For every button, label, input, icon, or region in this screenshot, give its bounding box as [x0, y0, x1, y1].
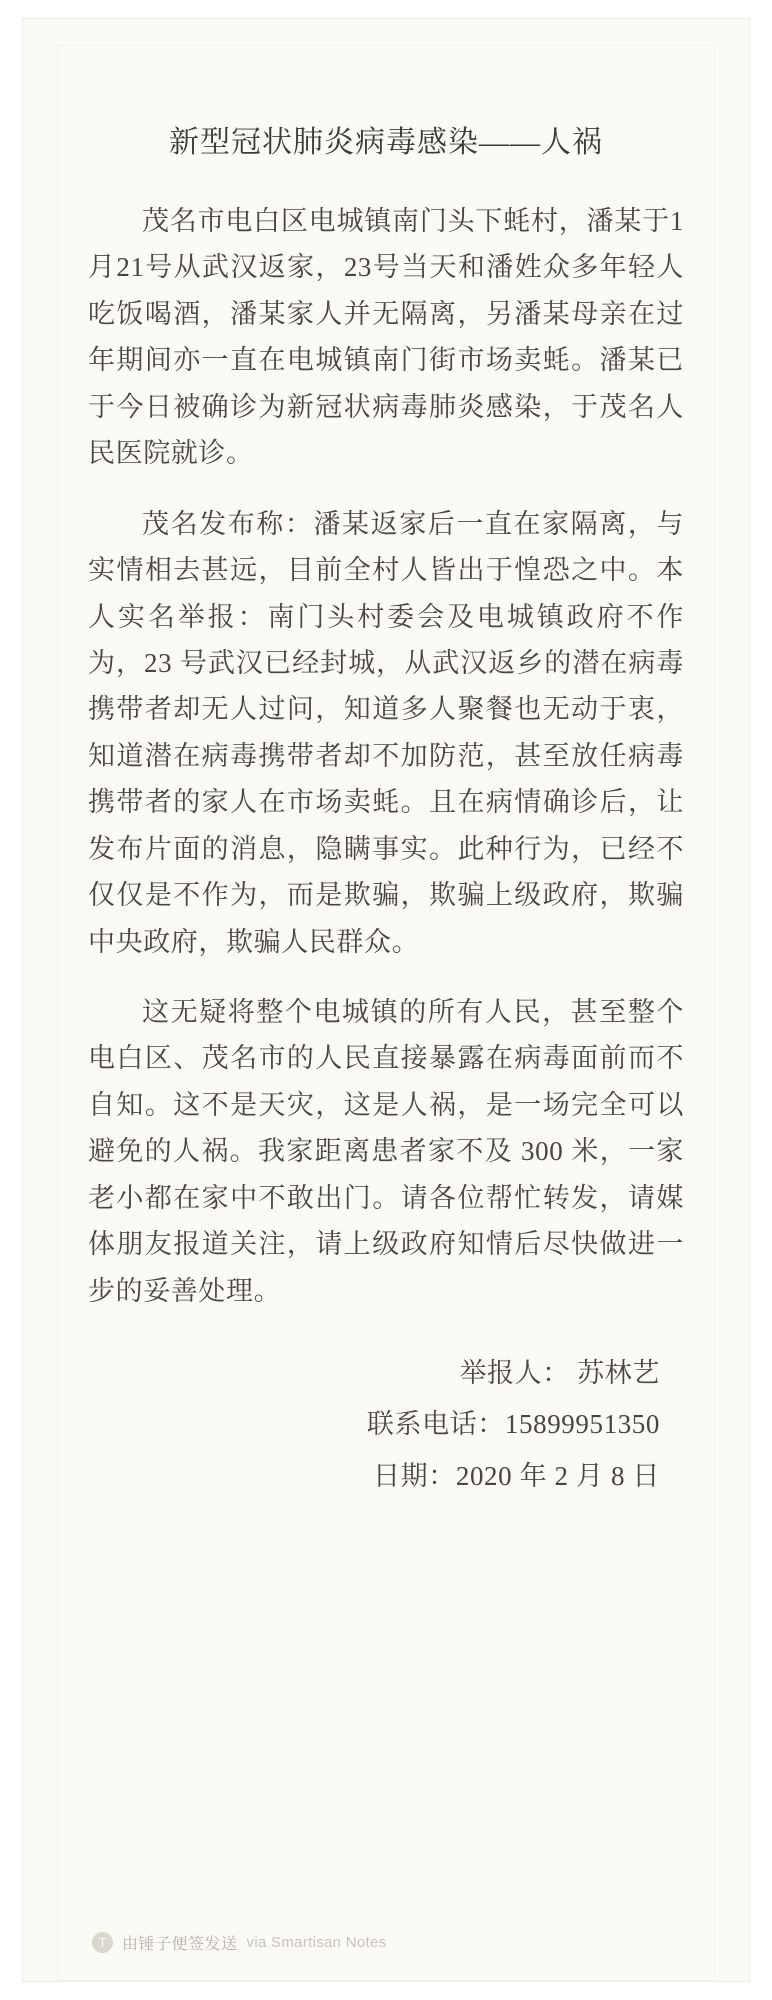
page-title: 新型冠状肺炎病毒感染——人祸: [169, 126, 603, 159]
signature-phone: 联系电话：15899951350: [366, 1409, 660, 1440]
document-body: [88, 198, 684, 1314]
watermark-en-text: via Smartisan Notes: [246, 1934, 387, 1951]
signature-block: [88, 1348, 684, 1502]
paragraph-2: 茂名发布称：潘某返家后一直在家隔离，与实情相去甚远，目前全村人皆出于惶恐之中。本人实名举报：南门头村委会及电城镇政府不作为，23 号武汉已经封城，从武汉返乡的潜在病毒携带者却无人过问，知道多人聚餐也无动于衷，知道潜在病毒携带者却不加防范，甚至放任病毒携带者的家人在市场卖蚝。且在病情确诊后，让发布片面的消息，隐瞒事实。此种行为，已经不仅仅是不作为，而是欺骗，欺骗上级政府，欺骗中央政府，欺骗人民群众。: [88, 508, 684, 957]
smartisan-logo-icon: T: [92, 1932, 113, 1953]
note-card: [22, 18, 750, 1982]
paragraph-3: 这无疑将整个电城镇的所有人民，甚至整个电白区、茂名市的人民直接暴露在病毒面前而不自知。这不是天灾，这是人祸，是一场完全可以避免的人祸。我家距离患者家不及 300 米，一家老小都在家中不敢出门。请各位帮忙转发，请媒体朋友报道关注，请上级政府知情后尽快做进一步的妥善处理。: [88, 997, 684, 1306]
signature-reporter: 举报人： 苏林艺: [459, 1358, 660, 1389]
watermark-cn-text: 由锤子便签发送: [122, 1936, 238, 1953]
app-watermark: [92, 1931, 386, 1954]
note-card-inner: [57, 45, 715, 1981]
paragraph-1: 茂名市电白区电城镇南门头下蚝村，潘某于1月21号从武汉返家，23号当天和潘姓众多年轻人吃饭喝酒，潘某家人并无隔离，另潘某母亲在过年期间亦一直在电城镇南门街市场卖蚝。潘某已于今日被确诊为新冠状病毒肺炎感染，于茂名人民医院就诊。: [88, 206, 684, 469]
signature-date: 日期：2020 年 2 月 8 日: [373, 1460, 660, 1491]
